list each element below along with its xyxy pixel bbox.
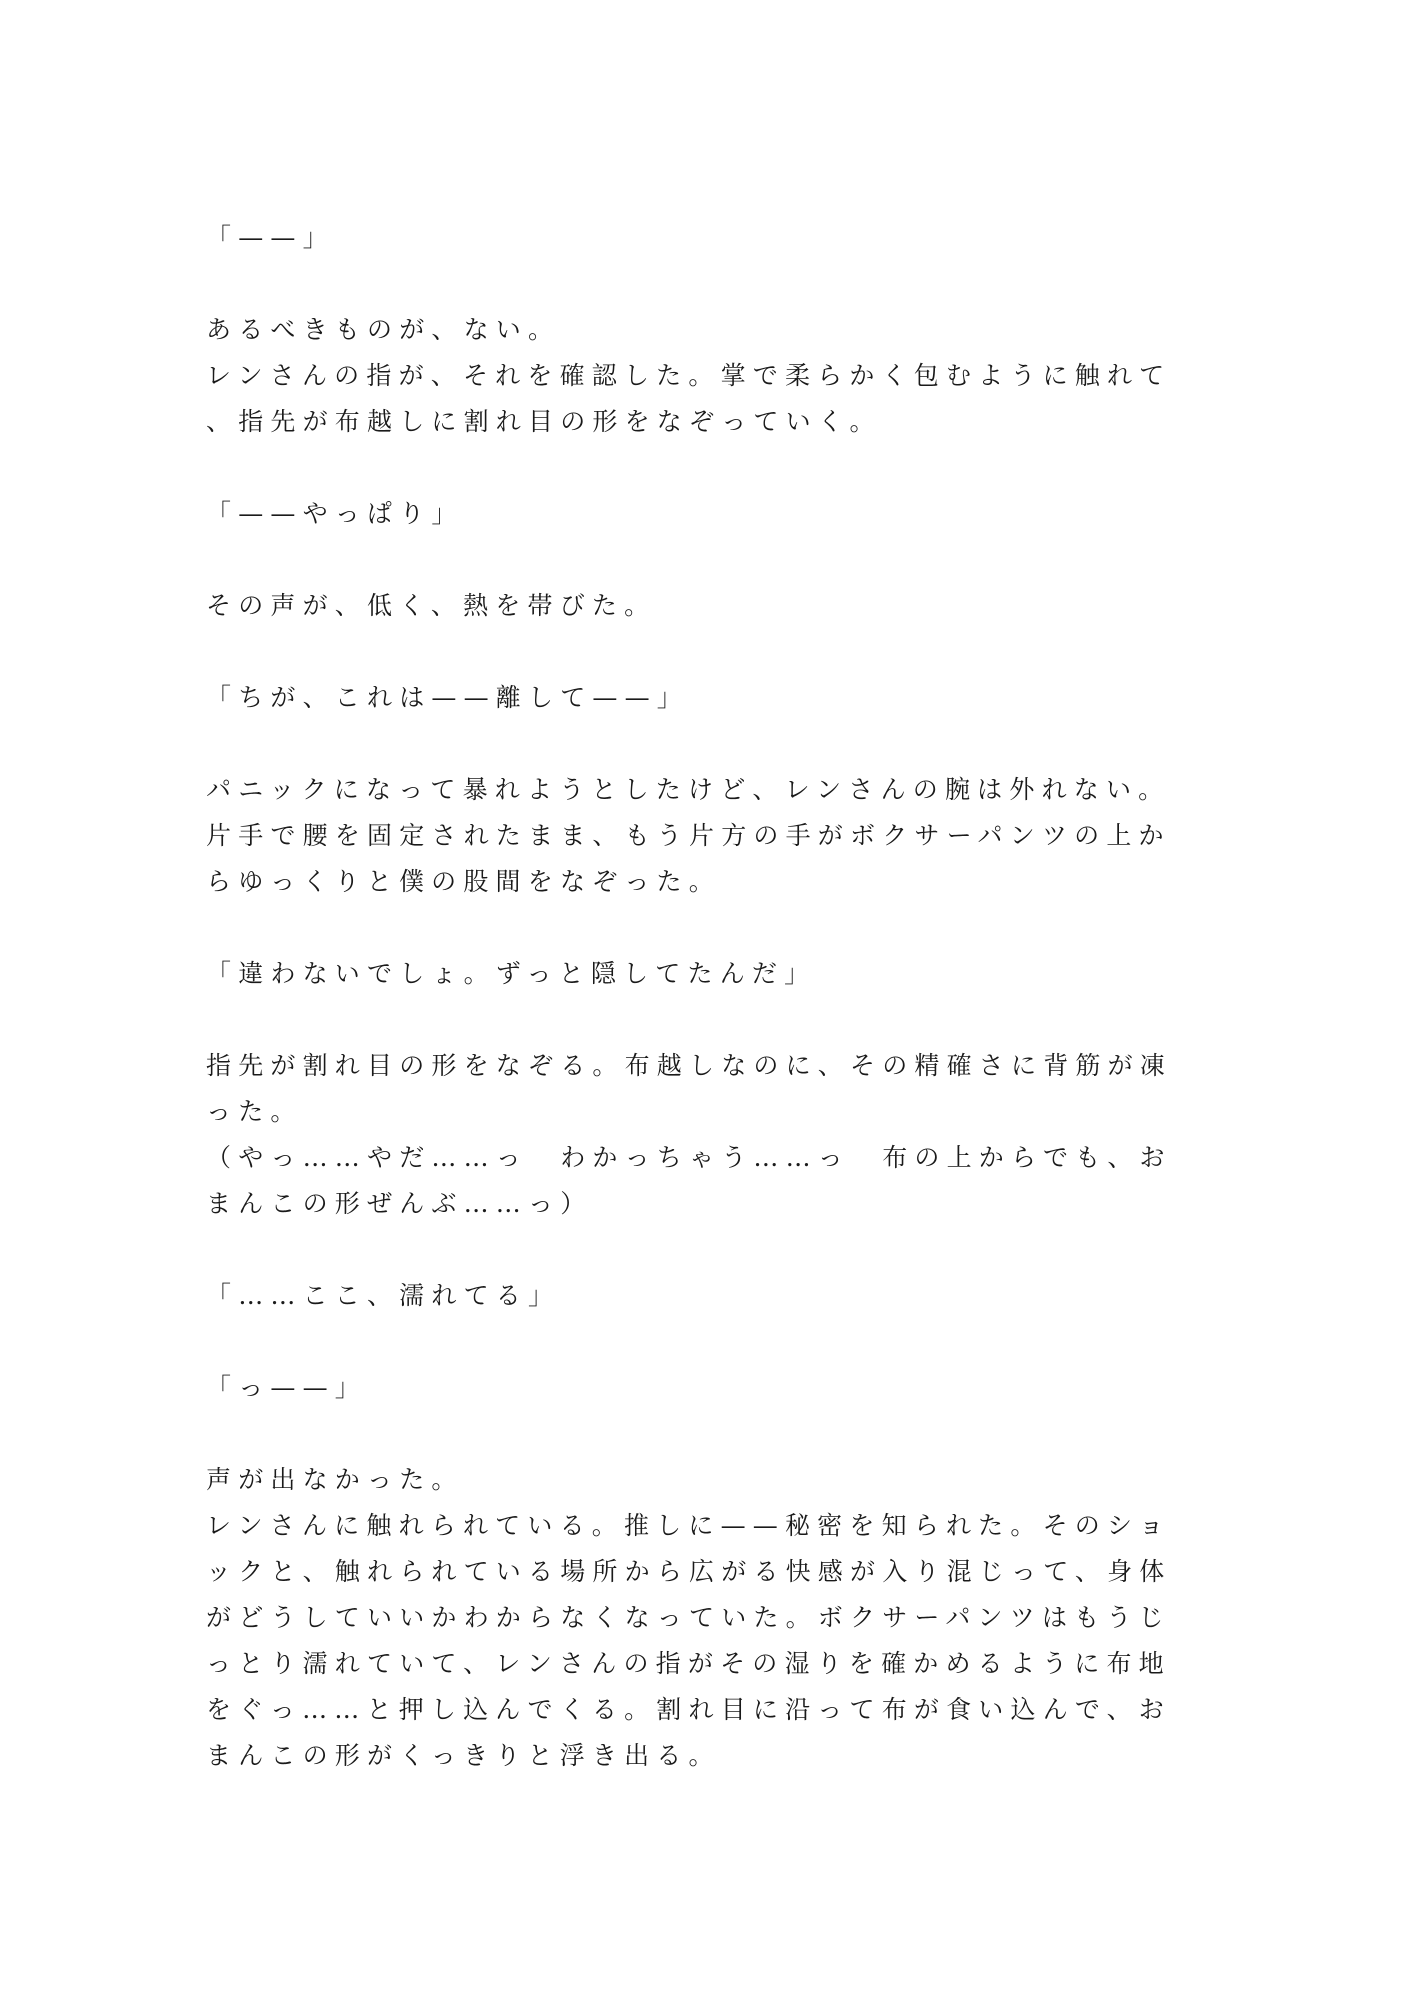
paragraph xyxy=(206,1457,1206,1779)
text-line: 指先が割れ目の形をなぞる。布越しなのに、その精確さに背筋が凍 xyxy=(206,1051,1173,1080)
paragraph xyxy=(206,1365,1206,1411)
text-line: ックと、触れられている場所から広がる快感が入り混じって、身体 xyxy=(206,1557,1172,1586)
text-line: 「——やっぱり」 xyxy=(206,499,464,528)
text-line: らゆっくりと僕の股間をなぞった。 xyxy=(206,867,721,896)
paragraph xyxy=(206,675,1206,721)
document-page xyxy=(206,215,1206,1825)
paragraph xyxy=(206,215,1206,261)
text-line: （やっ……やだ……っ わかっちゃう……っ 布の上からでも、お xyxy=(206,1143,1172,1172)
text-line: 「——」 xyxy=(206,223,335,252)
text-line: まんこの形ぜんぶ……っ） xyxy=(206,1189,593,1218)
text-line: った。 xyxy=(206,1097,303,1126)
text-line: 片手で腰を固定されたまま、もう片方の手がボクサーパンツの上か xyxy=(206,821,1171,850)
text-line: あるべきものが、ない。 xyxy=(206,315,561,344)
text-line: その声が、低く、熱を帯びた。 xyxy=(206,591,657,620)
text-line: 「違わないでしょ。ずっと隠してたんだ」 xyxy=(206,959,817,988)
text-line: 「ちが、これは——離して——」 xyxy=(206,683,690,712)
paragraph xyxy=(206,307,1206,445)
text-line: 「っ——」 xyxy=(206,1373,368,1402)
text-line: まんこの形がくっきりと浮き出る。 xyxy=(206,1741,721,1770)
text-line: レンさんに触れられている。推しに——秘密を知られた。そのショ xyxy=(206,1511,1171,1540)
paragraph xyxy=(206,951,1206,997)
text-line: レンさんの指が、それを確認した。掌で柔らかく包むように触れて xyxy=(206,361,1172,390)
paragraph xyxy=(206,491,1206,537)
text-line: 声が出なかった。 xyxy=(206,1465,464,1494)
paragraph xyxy=(206,1273,1206,1319)
paragraph xyxy=(206,767,1206,905)
text-line: パニックになって暴れようとしたけど、レンさんの腕は外れない。 xyxy=(206,775,1171,804)
text-line: 、指先が布越しに割れ目の形をなぞっていく。 xyxy=(206,407,882,436)
text-line: をぐっ……と押し込んでくる。割れ目に沿って布が食い込んで、お xyxy=(206,1695,1172,1724)
paragraph xyxy=(206,583,1206,629)
text-line: 「……ここ、濡れてる」 xyxy=(206,1281,561,1310)
paragraph xyxy=(206,1043,1206,1227)
text-line: がどうしていいかわからなくなっていた。ボクサーパンツはもうじ xyxy=(206,1603,1171,1632)
text-line: っとり濡れていて、レンさんの指がその湿りを確かめるように布地 xyxy=(206,1649,1171,1678)
